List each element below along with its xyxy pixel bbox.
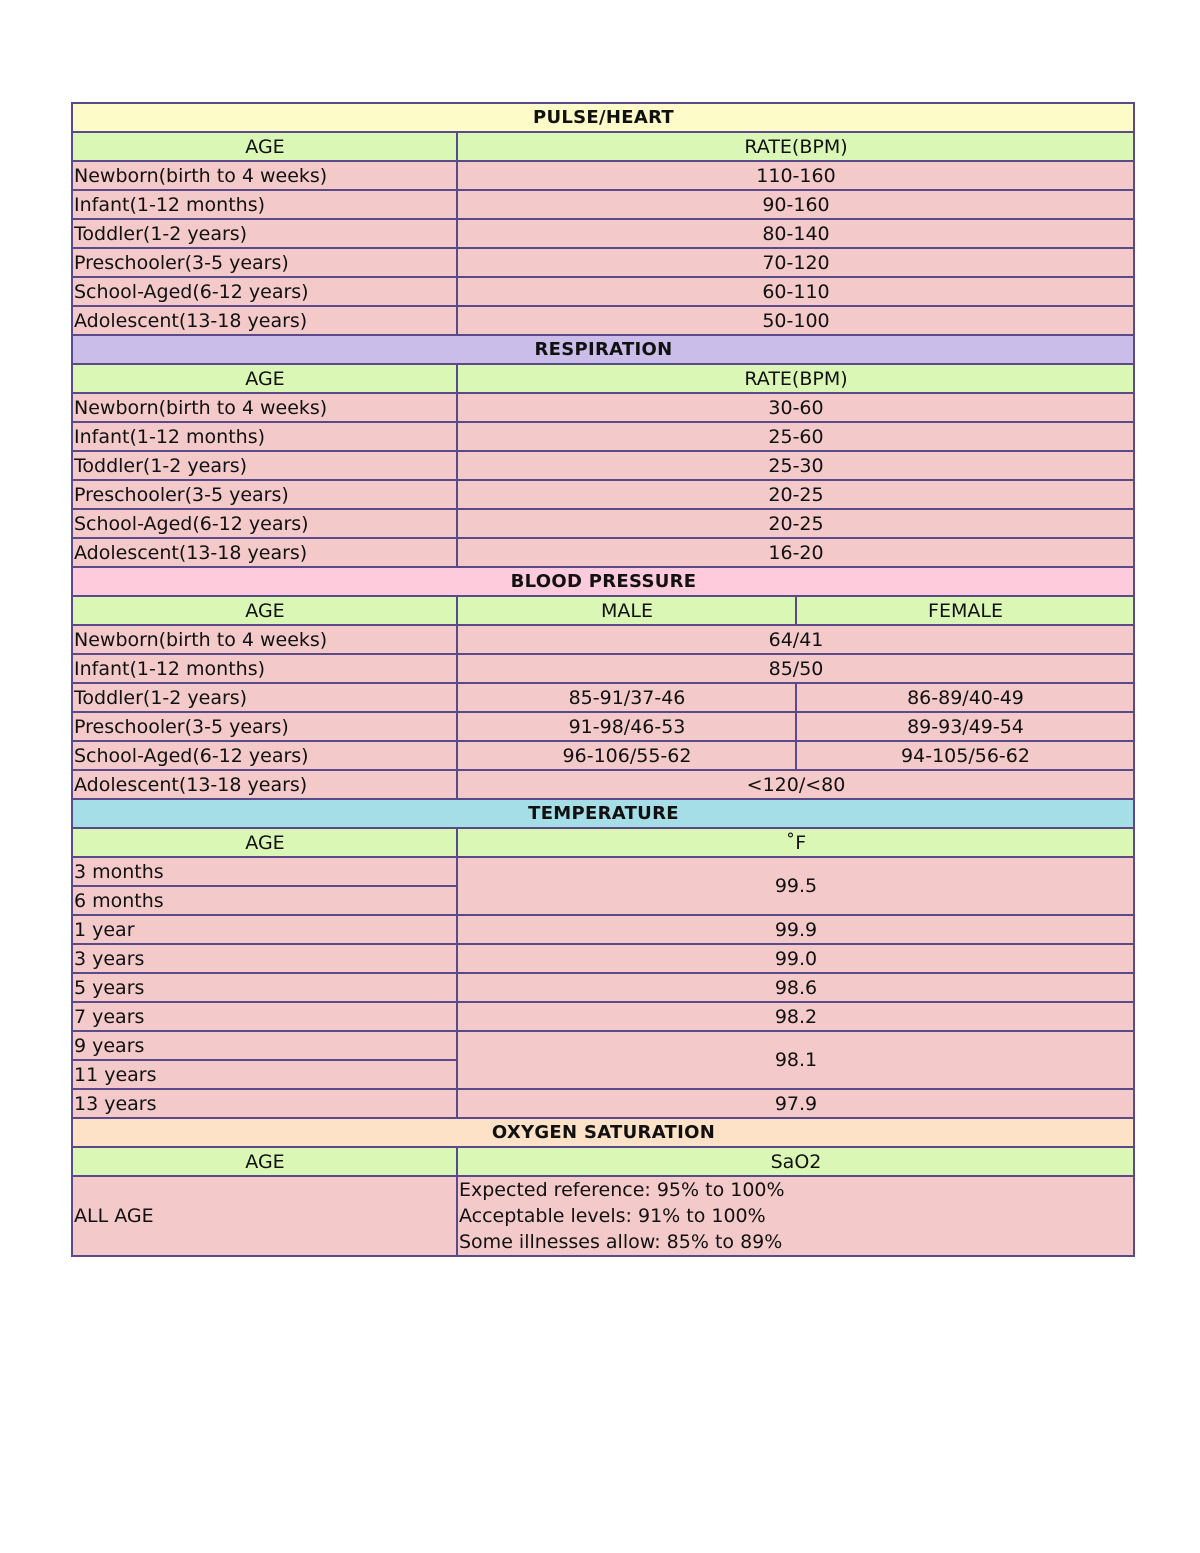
temperature-cell: 97.9 [457,1089,1134,1118]
temperature-cell: 98.2 [457,1002,1134,1031]
table-row [72,973,1134,1002]
temperature-cell: 99.0 [457,944,1134,973]
age-cell: Infant(1-12 months) [72,654,457,683]
age-cell: 13 years [72,1089,457,1118]
age-cell: Toddler(1-2 years) [72,219,457,248]
header-sao2: SaO2 [457,1147,1134,1176]
rate-cell: 110-160 [457,161,1134,190]
blood-pressure-title: BLOOD PRESSURE [72,567,1134,596]
temperature-cell: 99.5 [457,857,1134,915]
table-row [72,712,1134,741]
header-age: AGE [72,828,457,857]
table-row [72,1002,1134,1031]
rate-cell: 50-100 [457,306,1134,335]
rate-cell: 90-160 [457,190,1134,219]
age-cell: Adolescent(13-18 years) [72,770,457,799]
oxygen-level-line: Acceptable levels: 91% to 100% [459,1205,766,1227]
age-cell: 11 years [72,1060,457,1089]
header-age: AGE [72,364,457,393]
section-title-temperature [72,799,1134,828]
vital-signs-table [71,102,1135,1257]
oxygen-levels-cell [457,1176,1134,1256]
age-cell: 5 years [72,973,457,1002]
rate-cell: 80-140 [457,219,1134,248]
table-row [72,1031,1134,1060]
table-row [72,770,1134,799]
age-cell: Preschooler(3-5 years) [72,712,457,741]
header-rate: RATE(BPM) [457,364,1134,393]
age-cell: 9 years [72,1031,457,1060]
rate-cell: 25-30 [457,451,1134,480]
respiration-title: RESPIRATION [72,335,1134,364]
age-cell: Adolescent(13-18 years) [72,306,457,335]
section-title-oxygen [72,1118,1134,1147]
age-cell: School-Aged(6-12 years) [72,741,457,770]
age-cell: Infant(1-12 months) [72,190,457,219]
bp-cell: <120/<80 [457,770,1134,799]
table-row [72,248,1134,277]
temperature-cell: 98.6 [457,973,1134,1002]
header-row-blood-pressure [72,596,1134,625]
age-cell: 3 years [72,944,457,973]
pulse-title: PULSE/HEART [72,103,1134,132]
oxygen-level-line: Expected reference: 95% to 100% [459,1179,785,1201]
table-row [72,654,1134,683]
table-row [72,509,1134,538]
age-cell: 3 months [72,857,457,886]
header-age: AGE [72,596,457,625]
table-row [72,915,1134,944]
rate-cell: 30-60 [457,393,1134,422]
table-row [72,538,1134,567]
bp-male-cell: 96-106/55-62 [457,741,796,770]
bp-cell: 64/41 [457,625,1134,654]
age-cell: Preschooler(3-5 years) [72,248,457,277]
table-row [72,944,1134,973]
age-cell: School-Aged(6-12 years) [72,277,457,306]
header-row-pulse [72,132,1134,161]
age-cell: 1 year [72,915,457,944]
temperature-cell: 98.1 [457,1031,1134,1089]
rate-cell: 70-120 [457,248,1134,277]
age-cell: 7 years [72,1002,457,1031]
temperature-cell: 99.9 [457,915,1134,944]
table-row [72,219,1134,248]
oxygen-level-line: Some illnesses allow: 85% to 89% [459,1231,783,1253]
table-row [72,306,1134,335]
age-cell: Toddler(1-2 years) [72,451,457,480]
section-title-blood-pressure [72,567,1134,596]
age-cell: Infant(1-12 months) [72,422,457,451]
age-cell: Adolescent(13-18 years) [72,538,457,567]
table-row [72,422,1134,451]
table-row [72,393,1134,422]
header-female: FEMALE [796,596,1134,625]
rate-cell: 25-60 [457,422,1134,451]
rate-cell: 60-110 [457,277,1134,306]
table-row [72,857,1134,886]
rate-cell: 20-25 [457,509,1134,538]
header-row-oxygen [72,1147,1134,1176]
bp-female-cell: 89-93/49-54 [796,712,1134,741]
table-row [72,1176,1134,1256]
age-cell: Newborn(birth to 4 weeks) [72,393,457,422]
header-row-temperature [72,828,1134,857]
table-row [72,1089,1134,1118]
age-cell: Preschooler(3-5 years) [72,480,457,509]
oxygen-title: OXYGEN SATURATION [72,1118,1134,1147]
age-cell: ALL AGE [72,1176,457,1256]
age-cell: Toddler(1-2 years) [72,683,457,712]
age-cell: School-Aged(6-12 years) [72,509,457,538]
table-row [72,451,1134,480]
table-row [72,625,1134,654]
header-male: MALE [457,596,796,625]
bp-male-cell: 91-98/46-53 [457,712,796,741]
header-age: AGE [72,132,457,161]
bp-cell: 85/50 [457,654,1134,683]
table-row [72,683,1134,712]
header-fahrenheit: ˚F [457,828,1134,857]
rate-cell: 20-25 [457,480,1134,509]
rate-cell: 16-20 [457,538,1134,567]
bp-female-cell: 86-89/40-49 [796,683,1134,712]
table-row [72,480,1134,509]
table-row [72,161,1134,190]
header-age: AGE [72,1147,457,1176]
section-title-respiration [72,335,1134,364]
table-row [72,277,1134,306]
bp-male-cell: 85-91/37-46 [457,683,796,712]
section-title-pulse [72,103,1134,132]
table-row [72,190,1134,219]
header-row-respiration [72,364,1134,393]
age-cell: 6 months [72,886,457,915]
table-row [72,741,1134,770]
header-rate: RATE(BPM) [457,132,1134,161]
temperature-title: TEMPERATURE [72,799,1134,828]
bp-female-cell: 94-105/56-62 [796,741,1134,770]
age-cell: Newborn(birth to 4 weeks) [72,625,457,654]
age-cell: Newborn(birth to 4 weeks) [72,161,457,190]
